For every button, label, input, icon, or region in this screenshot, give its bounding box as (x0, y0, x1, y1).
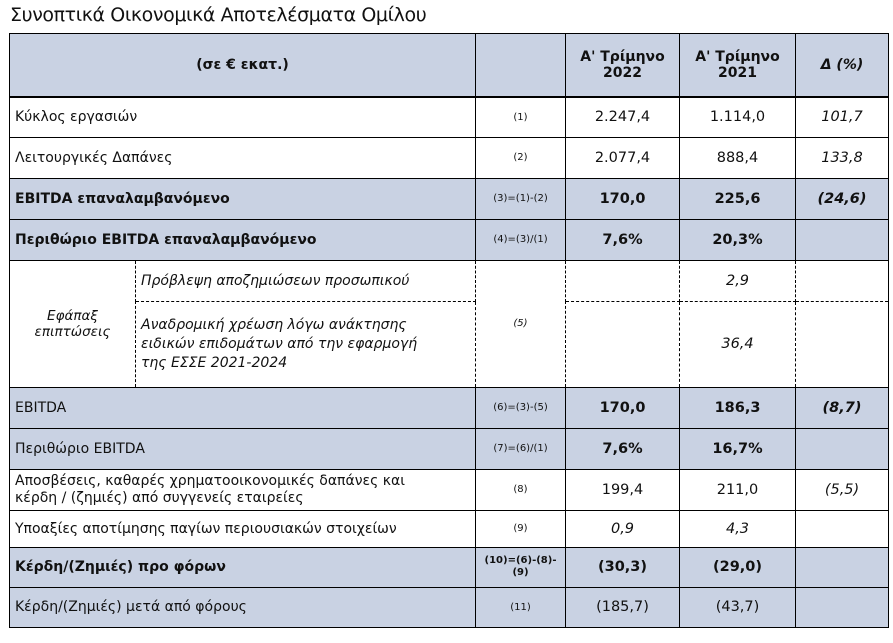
value-delta (796, 547, 889, 587)
page-title: Συνοπτικά Οικονομικά Αποτελέσματα Ομίλου (10, 4, 427, 26)
one-off-item-label: Πρόβλεψη αποζημιώσεων προσωπικού (136, 260, 476, 301)
row-note (476, 547, 566, 587)
note-header (476, 34, 566, 98)
table-header-row (10, 34, 889, 98)
row-note: (9) (476, 510, 566, 547)
value-delta: (24,6) (796, 178, 889, 219)
value-2022: 0,9 (566, 510, 680, 547)
one-off-item-label (136, 301, 476, 387)
table-row (10, 178, 889, 219)
value-2022: 2.247,4 (566, 97, 680, 137)
value-2022: 7,6% (566, 428, 680, 469)
table-row (10, 137, 889, 178)
col-2021-header-line2: 2021 (718, 65, 757, 81)
row-note: (3)=(1)-(2) (476, 178, 566, 219)
col-2021-header-line1: Α' Τρίμηνο (695, 49, 780, 65)
value-2022: (30,3) (566, 547, 680, 587)
value-2021: 16,7% (680, 428, 796, 469)
row-note: (5) (476, 260, 566, 387)
row-label-line2: κέρδη / (ζημιές) από συγγενείς εταιρείες (15, 489, 304, 506)
value-delta (796, 587, 889, 627)
table-row (10, 510, 889, 547)
one-off-item-line2: ειδικών επιδομάτων από την εφαρμογή (141, 335, 418, 352)
one-off-row (10, 260, 889, 301)
value-2022: 170,0 (566, 387, 680, 428)
value-2021: (43,7) (680, 587, 796, 627)
value-2022 (566, 301, 680, 387)
row-label: Κέρδη/(Ζημιές) προ φόρων (10, 547, 476, 587)
row-label: Κύκλος εργασιών (10, 97, 476, 137)
row-label: Περιθώριο EBITDA (10, 428, 476, 469)
value-2022 (566, 260, 680, 301)
one-off-row (10, 301, 889, 387)
value-delta (796, 301, 889, 387)
value-2022: 2.077,4 (566, 137, 680, 178)
financial-results-table (9, 33, 889, 628)
value-delta (796, 219, 889, 260)
table-row (10, 547, 889, 587)
row-label: EBITDA επαναλαμβανόμενο (10, 178, 476, 219)
value-delta: (8,7) (796, 387, 889, 428)
row-note-line1: (10)=(6)-(8)- (484, 555, 557, 566)
row-note-line2: (9) (512, 567, 529, 578)
value-2021: (29,0) (680, 547, 796, 587)
value-delta (796, 428, 889, 469)
value-delta: 133,8 (796, 137, 889, 178)
value-delta (796, 510, 889, 547)
col-2021-header (680, 34, 796, 98)
row-label-line1: Αποσβέσεις, καθαρές χρηματοοικονομικές δαπάνες και (15, 472, 405, 489)
col-2022-header-line1: Α' Τρίμηνο (580, 49, 665, 65)
unit-header: (σε € εκατ.) (10, 34, 476, 98)
row-note: (6)=(3)-(5) (476, 387, 566, 428)
row-note: (7)=(6)/(1) (476, 428, 566, 469)
row-label: EBITDA (10, 387, 476, 428)
table-row (10, 428, 889, 469)
table-row (10, 387, 889, 428)
table-row (10, 587, 889, 627)
row-note: (1) (476, 97, 566, 137)
row-note: (2) (476, 137, 566, 178)
value-2022: 199,4 (566, 469, 680, 510)
value-2021: 36,4 (680, 301, 796, 387)
value-2022: 170,0 (566, 178, 680, 219)
col-2022-header (566, 34, 680, 98)
value-2021: 211,0 (680, 469, 796, 510)
value-2021: 4,3 (680, 510, 796, 547)
table-row (10, 469, 889, 510)
delta-header: Δ (%) (796, 34, 889, 98)
value-2021: 20,3% (680, 219, 796, 260)
value-2022: (185,7) (566, 587, 680, 627)
table-row (10, 97, 889, 137)
row-label: Περιθώριο EBITDA επαναλαμβανόμενο (10, 219, 476, 260)
one-off-group-line1: Εφάπαξ (47, 307, 98, 324)
value-2021: 888,4 (680, 137, 796, 178)
value-2021: 186,3 (680, 387, 796, 428)
one-off-group-label (10, 260, 136, 387)
one-off-item-line1: Αναδρομική χρέωση λόγω ανάκτησης (141, 316, 407, 333)
value-2021: 1.114,0 (680, 97, 796, 137)
table-row (10, 219, 889, 260)
value-2022: 7,6% (566, 219, 680, 260)
value-delta: 101,7 (796, 97, 889, 137)
row-note: (4)=(3)/(1) (476, 219, 566, 260)
one-off-group-line2: επιπτώσεις (34, 323, 111, 340)
value-delta (796, 260, 889, 301)
row-label: Κέρδη/(Ζημιές) μετά από φόρους (10, 587, 476, 627)
value-2021: 2,9 (680, 260, 796, 301)
col-2022-header-line2: 2022 (603, 65, 642, 81)
row-label: Λειτουργικές Δαπάνες (10, 137, 476, 178)
row-note: (8) (476, 469, 566, 510)
row-note: (11) (476, 587, 566, 627)
row-label (10, 469, 476, 510)
value-delta: (5,5) (796, 469, 889, 510)
value-2021: 225,6 (680, 178, 796, 219)
one-off-item-line3: της ΕΣΣΕ 2021-2024 (141, 354, 288, 371)
row-label: Υποαξίες αποτίμησης παγίων περιουσιακών στοιχείων (10, 510, 476, 547)
